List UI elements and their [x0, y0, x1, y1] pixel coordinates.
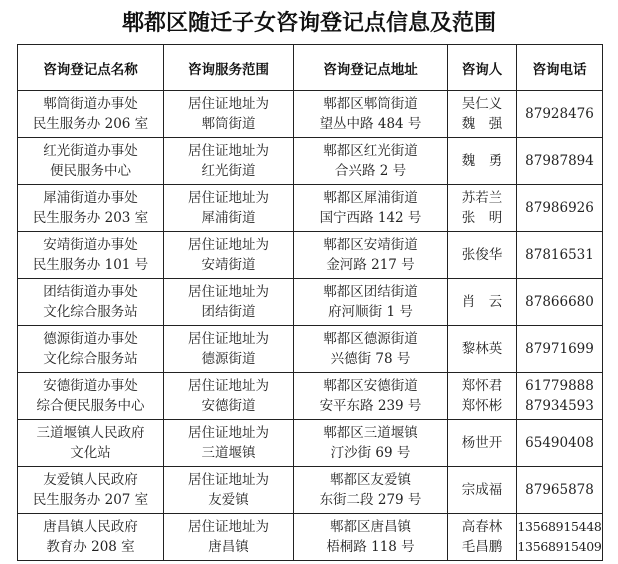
- point-name-cell-line: 民生服务办 206 室: [32, 116, 149, 132]
- consultant-cell-line: 张俊华: [461, 247, 503, 263]
- consultant-cell-line: 毛昌鹏: [461, 539, 503, 555]
- table-row: [18, 373, 603, 420]
- address-cell-line: 郫都区红光街道: [323, 143, 418, 159]
- point-name-cell-line: 民生服务办 101 号: [32, 257, 149, 273]
- consultant-cell: [448, 373, 517, 420]
- header-consultant: 咨询人: [448, 45, 517, 91]
- service-scope-cell: [164, 514, 294, 561]
- consultant-cell-line: 张 明: [461, 210, 503, 226]
- consultant-cell-line: 苏若兰: [461, 190, 503, 206]
- point-name-cell-line: 便民服务中心: [50, 163, 131, 179]
- service-scope-cell-line: 郫筒街道: [201, 116, 256, 132]
- phone-cell-line: 13568915409: [517, 539, 602, 554]
- phone-cell: [517, 373, 603, 420]
- service-scope-cell: [164, 138, 294, 185]
- point-name-cell: [18, 467, 164, 514]
- service-scope-cell: [164, 185, 294, 232]
- point-name-cell-line: 综合便民服务中心: [36, 398, 145, 414]
- consultant-cell-line: 魏 强: [461, 116, 503, 132]
- address-cell-line: 郫都区三道堰镇: [323, 425, 418, 441]
- address-cell-line: 国宁西路 142 号: [319, 210, 422, 226]
- page-title: 郫都区随迁子女咨询登记点信息及范围: [121, 10, 496, 36]
- header-phone: 咨询电话: [517, 45, 603, 91]
- address-cell-line: 望丛中路 484 号: [319, 116, 422, 132]
- point-name-cell-line: 民生服务办 203 室: [32, 210, 149, 226]
- consultant-cell-line: 吴仁义: [461, 96, 503, 112]
- phone-cell: [517, 232, 603, 279]
- point-name-cell-line: 唐昌镇人民政府: [43, 519, 138, 535]
- phone-cell: [517, 185, 603, 232]
- phone-cell-line: 87934593: [525, 398, 594, 414]
- point-name-cell-line: 安靖街道办事处: [43, 237, 138, 253]
- point-name-cell-line: 德源街道办事处: [43, 331, 138, 347]
- service-scope-cell-line: 居住证地址为: [188, 472, 269, 488]
- address-cell-line: 郫都区唐昌镇: [330, 519, 411, 535]
- service-scope-cell: [164, 326, 294, 373]
- point-name-cell-line: 团结街道办事处: [43, 284, 138, 300]
- table-row: [18, 326, 603, 373]
- phone-cell: [517, 514, 603, 561]
- phone-cell-line: 87816531: [525, 247, 594, 263]
- address-cell-line: 郫都区德源街道: [323, 331, 418, 347]
- phone-cell: [517, 138, 603, 185]
- service-scope-cell-line: 居住证地址为: [188, 425, 269, 441]
- point-name-cell-line: 文化综合服务站: [43, 304, 138, 320]
- consultant-cell: [448, 420, 517, 467]
- point-name-cell: [18, 91, 164, 138]
- service-scope-cell-line: 唐昌镇: [208, 539, 249, 555]
- consultant-cell: [448, 91, 517, 138]
- address-cell-line: 府河顺街 1 号: [328, 304, 413, 320]
- service-scope-cell-line: 安德街道: [201, 398, 256, 414]
- table-row: [18, 279, 603, 326]
- consultant-cell: [448, 326, 517, 373]
- table-header-row: [18, 45, 603, 91]
- consultant-cell: [448, 138, 517, 185]
- service-scope-cell-line: 安靖街道: [201, 257, 256, 273]
- consultant-cell-line: 郑怀彬: [461, 398, 503, 414]
- address-cell-line: 郫都区团结街道: [323, 284, 418, 300]
- phone-cell: [517, 279, 603, 326]
- service-scope-cell-line: 居住证地址为: [188, 96, 269, 112]
- consultant-cell-line: 黎林英: [461, 341, 503, 357]
- address-cell: [294, 185, 448, 232]
- point-name-cell: [18, 138, 164, 185]
- point-name-cell-line: 犀浦街道办事处: [43, 190, 138, 206]
- phone-cell-line: 87866680: [525, 294, 594, 310]
- address-cell: [294, 514, 448, 561]
- phone-cell: [517, 420, 603, 467]
- consultant-cell-line: 杨世开: [461, 435, 503, 451]
- header-point-address: 咨询登记点地址: [294, 45, 448, 91]
- header-service-scope: 咨询服务范围: [164, 45, 294, 91]
- table-body: [18, 91, 603, 561]
- service-scope-cell-line: 三道堰镇: [201, 445, 256, 461]
- point-name-cell-line: 友爱镇人民政府: [43, 472, 138, 488]
- phone-cell-line: 87986926: [525, 200, 594, 216]
- address-cell-line: 郫都区犀浦街道: [323, 190, 418, 206]
- point-name-cell-line: 红光街道办事处: [43, 143, 138, 159]
- consultant-cell-line: 高春林: [461, 519, 503, 535]
- consultant-cell-line: 肖 云: [461, 294, 503, 310]
- address-cell-line: 郫都区安靖街道: [323, 237, 418, 253]
- service-scope-cell: [164, 91, 294, 138]
- table-row: [18, 420, 603, 467]
- phone-cell-line: 87971699: [525, 341, 594, 357]
- address-cell: [294, 373, 448, 420]
- point-name-cell: [18, 326, 164, 373]
- address-cell: [294, 279, 448, 326]
- address-cell-line: 安平东路 239 号: [319, 398, 422, 414]
- address-cell-line: 东街二段 279 号: [319, 492, 422, 508]
- service-scope-cell-line: 居住证地址为: [188, 143, 269, 159]
- address-cell-line: 汀沙街 69 号: [330, 445, 411, 461]
- point-name-cell: [18, 420, 164, 467]
- service-scope-cell-line: 居住证地址为: [188, 378, 269, 394]
- table-row: [18, 91, 603, 138]
- point-name-cell: [18, 514, 164, 561]
- point-name-cell-line: 三道堰镇人民政府: [36, 425, 145, 441]
- point-name-cell: [18, 279, 164, 326]
- service-scope-cell: [164, 467, 294, 514]
- service-scope-cell-line: 友爱镇: [208, 492, 249, 508]
- service-scope-cell: [164, 420, 294, 467]
- table-row: [18, 232, 603, 279]
- phone-cell-line: 13568915448: [517, 519, 602, 534]
- address-cell: [294, 138, 448, 185]
- header-point-name: 咨询登记点名称: [18, 45, 164, 91]
- address-cell-line: 郫都区郫筒街道: [323, 96, 418, 112]
- registration-points-table: [17, 44, 603, 561]
- point-name-cell-line: 文化站: [70, 445, 111, 461]
- address-cell-line: 梧桐路 118 号: [326, 539, 415, 555]
- service-scope-cell-line: 德源街道: [201, 351, 256, 367]
- service-scope-cell: [164, 279, 294, 326]
- address-cell: [294, 420, 448, 467]
- address-cell: [294, 91, 448, 138]
- consultant-cell-line: 宗成福: [461, 482, 503, 498]
- point-name-cell-line: 民生服务办 207 室: [32, 492, 149, 508]
- table-row: [18, 467, 603, 514]
- phone-cell-line: 87987894: [525, 153, 594, 169]
- phone-cell: [517, 91, 603, 138]
- service-scope-cell: [164, 373, 294, 420]
- address-cell-line: 合兴路 2 号: [334, 163, 407, 179]
- phone-cell-line: 65490408: [525, 435, 594, 451]
- consultant-cell-line: 郑怀君: [461, 378, 503, 394]
- point-name-cell-line: 文化综合服务站: [43, 351, 138, 367]
- consultant-cell: [448, 279, 517, 326]
- service-scope-cell-line: 红光街道: [201, 163, 256, 179]
- address-cell: [294, 232, 448, 279]
- service-scope-cell-line: 居住证地址为: [188, 331, 269, 347]
- phone-cell: [517, 326, 603, 373]
- table-row: [18, 185, 603, 232]
- address-cell: [294, 467, 448, 514]
- consultant-cell: [448, 232, 517, 279]
- service-scope-cell-line: 居住证地址为: [188, 519, 269, 535]
- address-cell-line: 兴德街 78 号: [330, 351, 411, 367]
- consultant-cell: [448, 185, 517, 232]
- table-row: [18, 514, 603, 561]
- address-cell: [294, 326, 448, 373]
- phone-cell-line: 61779888: [525, 378, 594, 394]
- consultant-cell: [448, 467, 517, 514]
- point-name-cell: [18, 232, 164, 279]
- service-scope-cell-line: 犀浦街道: [201, 210, 256, 226]
- phone-cell-line: 87965878: [525, 482, 594, 498]
- point-name-cell: [18, 373, 164, 420]
- point-name-cell-line: 教育办 208 室: [46, 539, 135, 555]
- consultant-cell-line: 魏 勇: [461, 153, 503, 169]
- service-scope-cell-line: 居住证地址为: [188, 190, 269, 206]
- address-cell-line: 金河路 217 号: [326, 257, 415, 273]
- service-scope-cell: [164, 232, 294, 279]
- point-name-cell-line: 郫筒街道办事处: [43, 96, 138, 112]
- phone-cell: [517, 467, 603, 514]
- address-cell-line: 郫都区安德街道: [323, 378, 418, 394]
- point-name-cell: [18, 185, 164, 232]
- service-scope-cell-line: 居住证地址为: [188, 284, 269, 300]
- point-name-cell-line: 安德街道办事处: [43, 378, 138, 394]
- phone-cell-line: 87928476: [525, 106, 594, 122]
- table-row: [18, 138, 603, 185]
- service-scope-cell-line: 居住证地址为: [188, 237, 269, 253]
- consultant-cell: [448, 514, 517, 561]
- address-cell-line: 郫都区友爱镇: [330, 472, 411, 488]
- service-scope-cell-line: 团结街道: [201, 304, 256, 320]
